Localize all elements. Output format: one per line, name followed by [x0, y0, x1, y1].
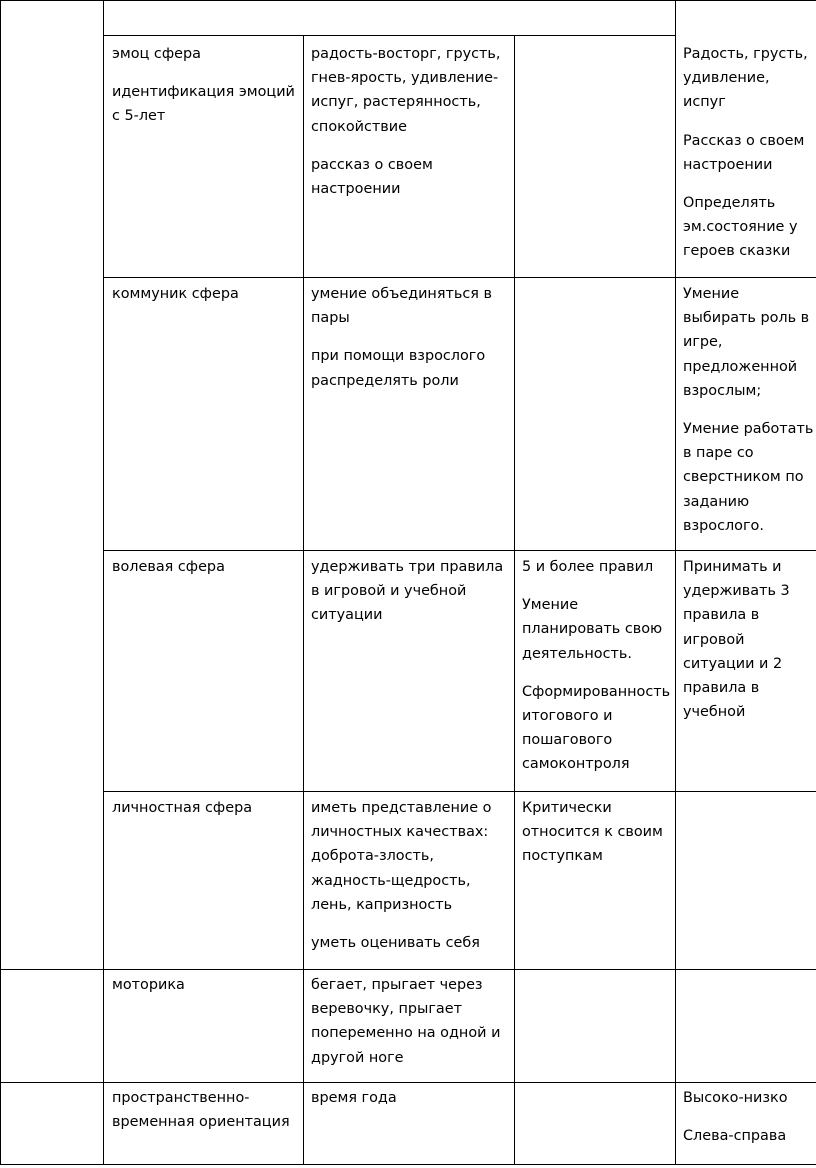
rule-row4-bottom	[0, 969, 816, 970]
row6-col4	[683, 1086, 815, 1148]
row3-col2	[311, 555, 511, 628]
rule-top	[0, 0, 816, 1]
cell-text: радость-восторг, грусть, гнев-ярость, удивление-испуг, растерянность, спокойствие	[311, 46, 501, 135]
rule-row1-bottom	[103, 277, 816, 278]
rule-header-bottom	[103, 35, 675, 36]
row6-col1	[112, 1086, 298, 1134]
cell-text: Сформированность итогового и пошагового самоконтроля	[522, 683, 671, 773]
rule-col1	[103, 0, 104, 1165]
rule-bottom	[0, 1164, 816, 1165]
cell-text: Определять эм.состояние у героев сказки	[683, 195, 798, 260]
cell-text: волевая сфера	[112, 559, 225, 575]
cell-text: бегает, прыгает через веревочку, прыгает попеременно на одной и другой ноге	[311, 977, 501, 1066]
rule-col3	[514, 35, 515, 1165]
cell-text: рассказ о своем настроении	[311, 156, 433, 198]
cell-text: коммуник сфера	[112, 286, 239, 302]
cell-text: Умение работать в паре со сверстником по заданию взрослого.	[683, 421, 814, 534]
cell-text: Рассказ о своем настроении	[683, 132, 805, 173]
rule-row3-bottom	[103, 791, 816, 792]
row6-col2	[311, 1086, 511, 1110]
cell-text: иметь представление о личностных качествах: доброта-злость, жадность-щедрость, лень, капризность	[311, 800, 492, 913]
cell-text: Принимать и удерживать 3 правила в игровой ситуации и 2 правила в учебной	[683, 559, 790, 721]
cell-text: пространственно-временная ориентация	[112, 1090, 290, 1131]
rule-row5-bottom	[0, 1082, 816, 1083]
row4-col2	[311, 796, 511, 955]
row1-col1	[112, 42, 298, 129]
cell-text: удерживать три правила в игровой и учебной ситуации	[311, 559, 504, 624]
row1-col4	[683, 42, 815, 264]
row2-col1	[112, 282, 298, 306]
cell-text: 5 и более правил	[522, 559, 654, 575]
rule-col4	[675, 0, 676, 1165]
row3-col3	[522, 555, 674, 777]
rule-col2	[303, 35, 304, 1165]
cell-text: время года	[311, 1090, 397, 1106]
cell-text: Критически относится к своим поступкам	[522, 800, 663, 865]
cell-text: моторика	[112, 977, 185, 993]
cell-text: эмоц сфера	[112, 46, 201, 62]
row4-col3	[522, 796, 672, 869]
rule-row2-bottom	[103, 550, 816, 551]
cell-text: Умение планировать свою деятельность.	[522, 597, 663, 662]
row4-col1	[112, 796, 298, 820]
rule-col0	[0, 0, 1, 1165]
cell-text: Слева-справа	[683, 1128, 787, 1145]
cell-text: Умение выбирать роль в игре, предложенной взрослым;	[683, 286, 810, 399]
row3-col4	[683, 555, 815, 724]
cell-text: при помощи взрослого распределять роли	[311, 348, 486, 389]
cell-text: идентификация эмоций с 5-лет	[112, 84, 295, 125]
cell-text: умение объединяться в пары	[311, 286, 492, 327]
cell-text: Радость, грусть, удивление, испуг	[683, 46, 808, 111]
row3-col1	[112, 555, 298, 579]
cell-text: Высоко-низко	[683, 1090, 788, 1106]
cell-text: уметь оценивать себя	[311, 935, 480, 952]
row1-col2	[311, 42, 511, 201]
row2-col4	[683, 282, 815, 538]
row5-col1	[112, 973, 298, 997]
cell-text: личностная сфера	[112, 800, 253, 816]
row2-col2	[311, 282, 506, 393]
row5-col2	[311, 973, 511, 1070]
